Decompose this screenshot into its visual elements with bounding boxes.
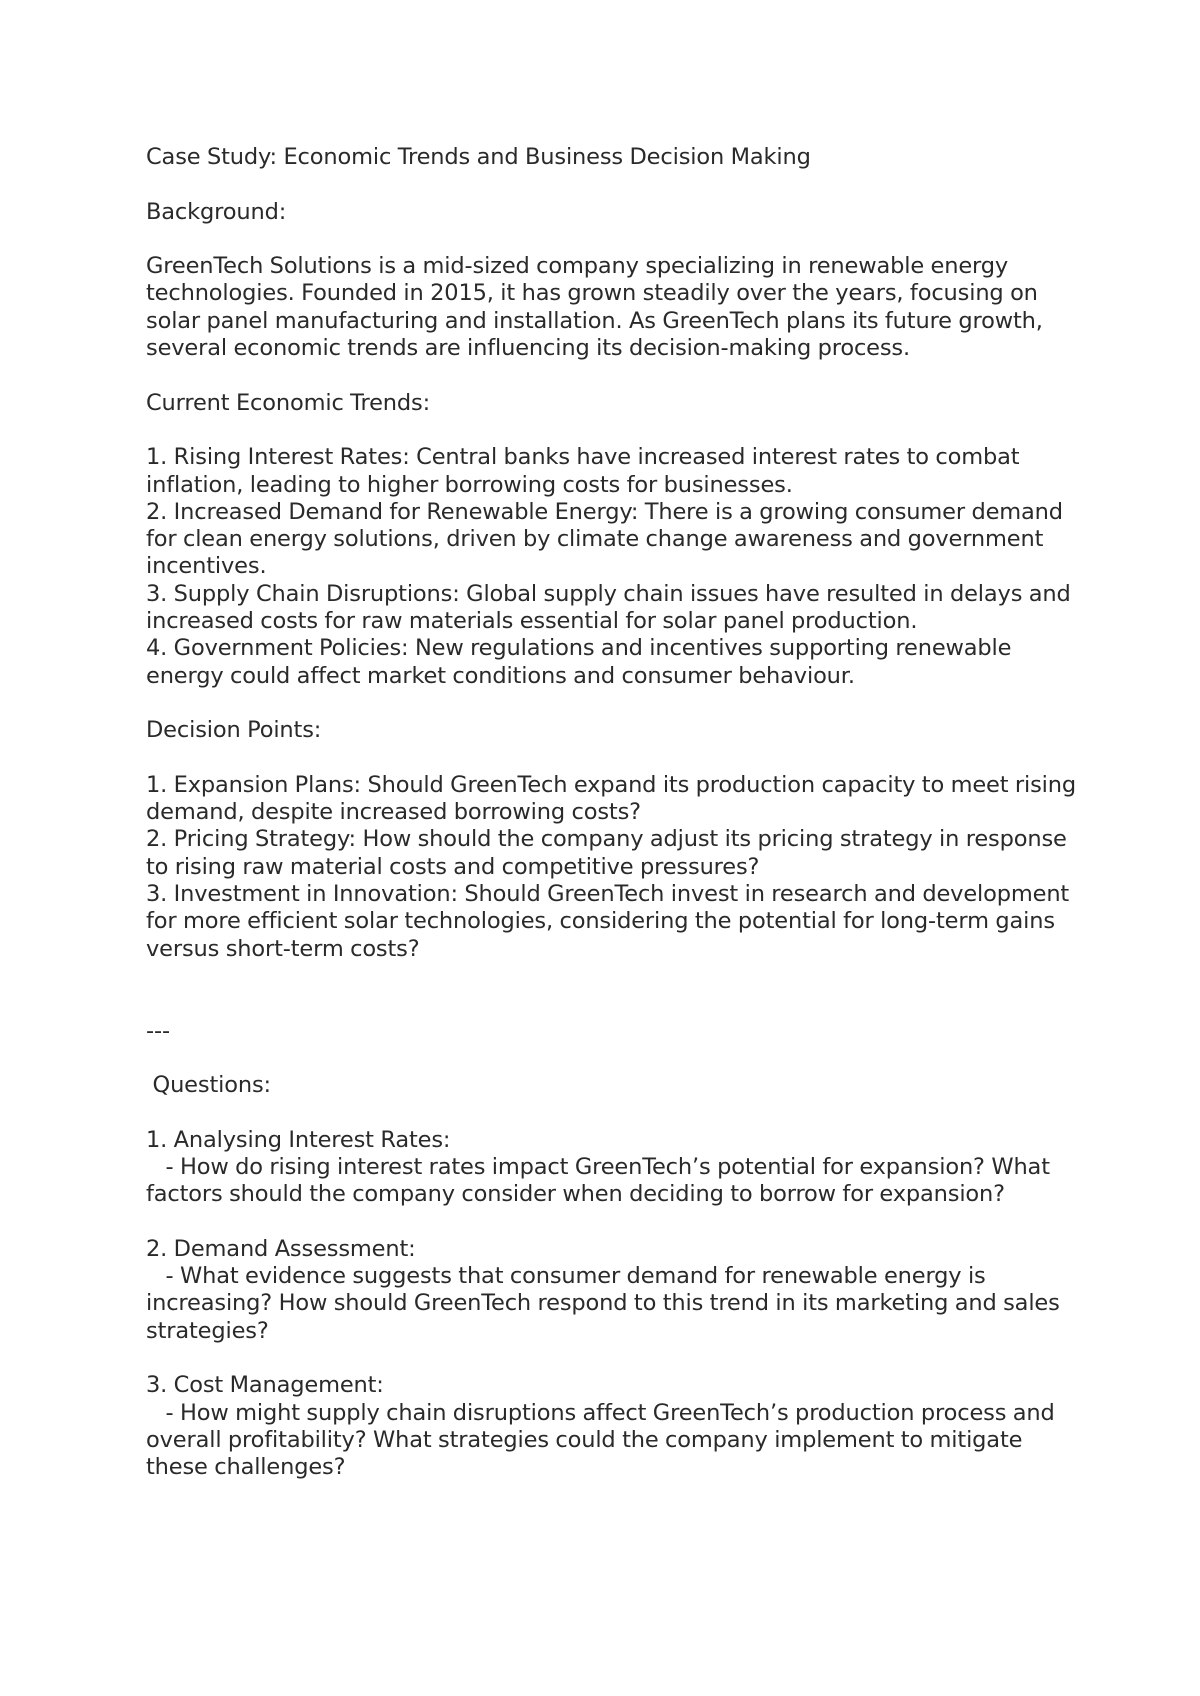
decision-item: 1. Expansion Plans: Should GreenTech expand its production capacity to meet rising demand, despite increased borrowing costs? [146, 771, 1083, 826]
question-text: - How do rising interest rates impact GreenTech’s potential for expansion? What factors should the company consider when deciding to borrow for expansion? [146, 1153, 1057, 1208]
decision-list [146, 772, 1086, 963]
decision-item: 3. Investment in Innovation: Should GreenTech invest in research and development for more efficient solar technologies, considering the potential for long-term gains versus short-term costs? [146, 881, 1076, 962]
decision-item: 2. Pricing Strategy: How should the company adjust its pricing strategy in response to rising raw material costs and competitive pressures? [146, 826, 1074, 880]
trends-list [146, 444, 1086, 690]
question-heading: 1. Analysing Interest Rates: [146, 1126, 451, 1153]
background-heading: Background: [146, 198, 287, 225]
questions-heading: Questions: [146, 1072, 271, 1099]
decision-heading: Decision Points: [146, 717, 322, 744]
spacer [146, 990, 1086, 1017]
question-block [146, 1236, 1086, 1345]
trend-item: 2. Increased Demand for Renewable Energy: There is a growing consumer demand for clean energy solutions, driven by climate change awareness and government incentives. [146, 498, 1070, 580]
section-separator: --- [146, 1017, 170, 1044]
question-block [146, 1372, 1086, 1481]
trend-item: 1. Rising Interest Rates: Central banks have increased interest rates to combat inflation, leading to higher borrowing costs for businesses. [146, 444, 1026, 498]
question-heading: 3. Cost Management: [146, 1372, 384, 1399]
question-text: - What evidence suggests that consumer demand for renewable energy is increasing? How should GreenTech respond to this trend in its marketing and sales strategies? [146, 1263, 1067, 1344]
question-heading: 2. Demand Assessment: [146, 1235, 416, 1262]
background-paragraph: GreenTech Solutions is a mid-sized company specializing in renewable energy technologies. Founded in 2015, it has grown steadily over the years, focusing on solar panel manufacturing and installation. As GreenTech plans its future growth, several economic trends are influencing its decision-making process. [146, 253, 1050, 362]
document-title: Case Study: Economic Trends and Business Decision Making [146, 144, 811, 170]
trends-heading: Current Economic Trends: [146, 389, 431, 416]
document-body [146, 144, 1086, 1509]
trend-item: 3. Supply Chain Disruptions: Global supply chain issues have resulted in delays and increased costs for raw materials essential for solar panel production. [146, 580, 1078, 635]
question-text: - How might supply chain disruptions affect GreenTech’s production process and overall profitability? What strategies could the company implement to mitigate these challenges? [146, 1399, 1062, 1481]
trend-item: 4. Government Policies: New regulations and incentives supporting renewable energy could affect market conditions and consumer behaviour. [146, 635, 1018, 689]
question-block [146, 1127, 1086, 1209]
